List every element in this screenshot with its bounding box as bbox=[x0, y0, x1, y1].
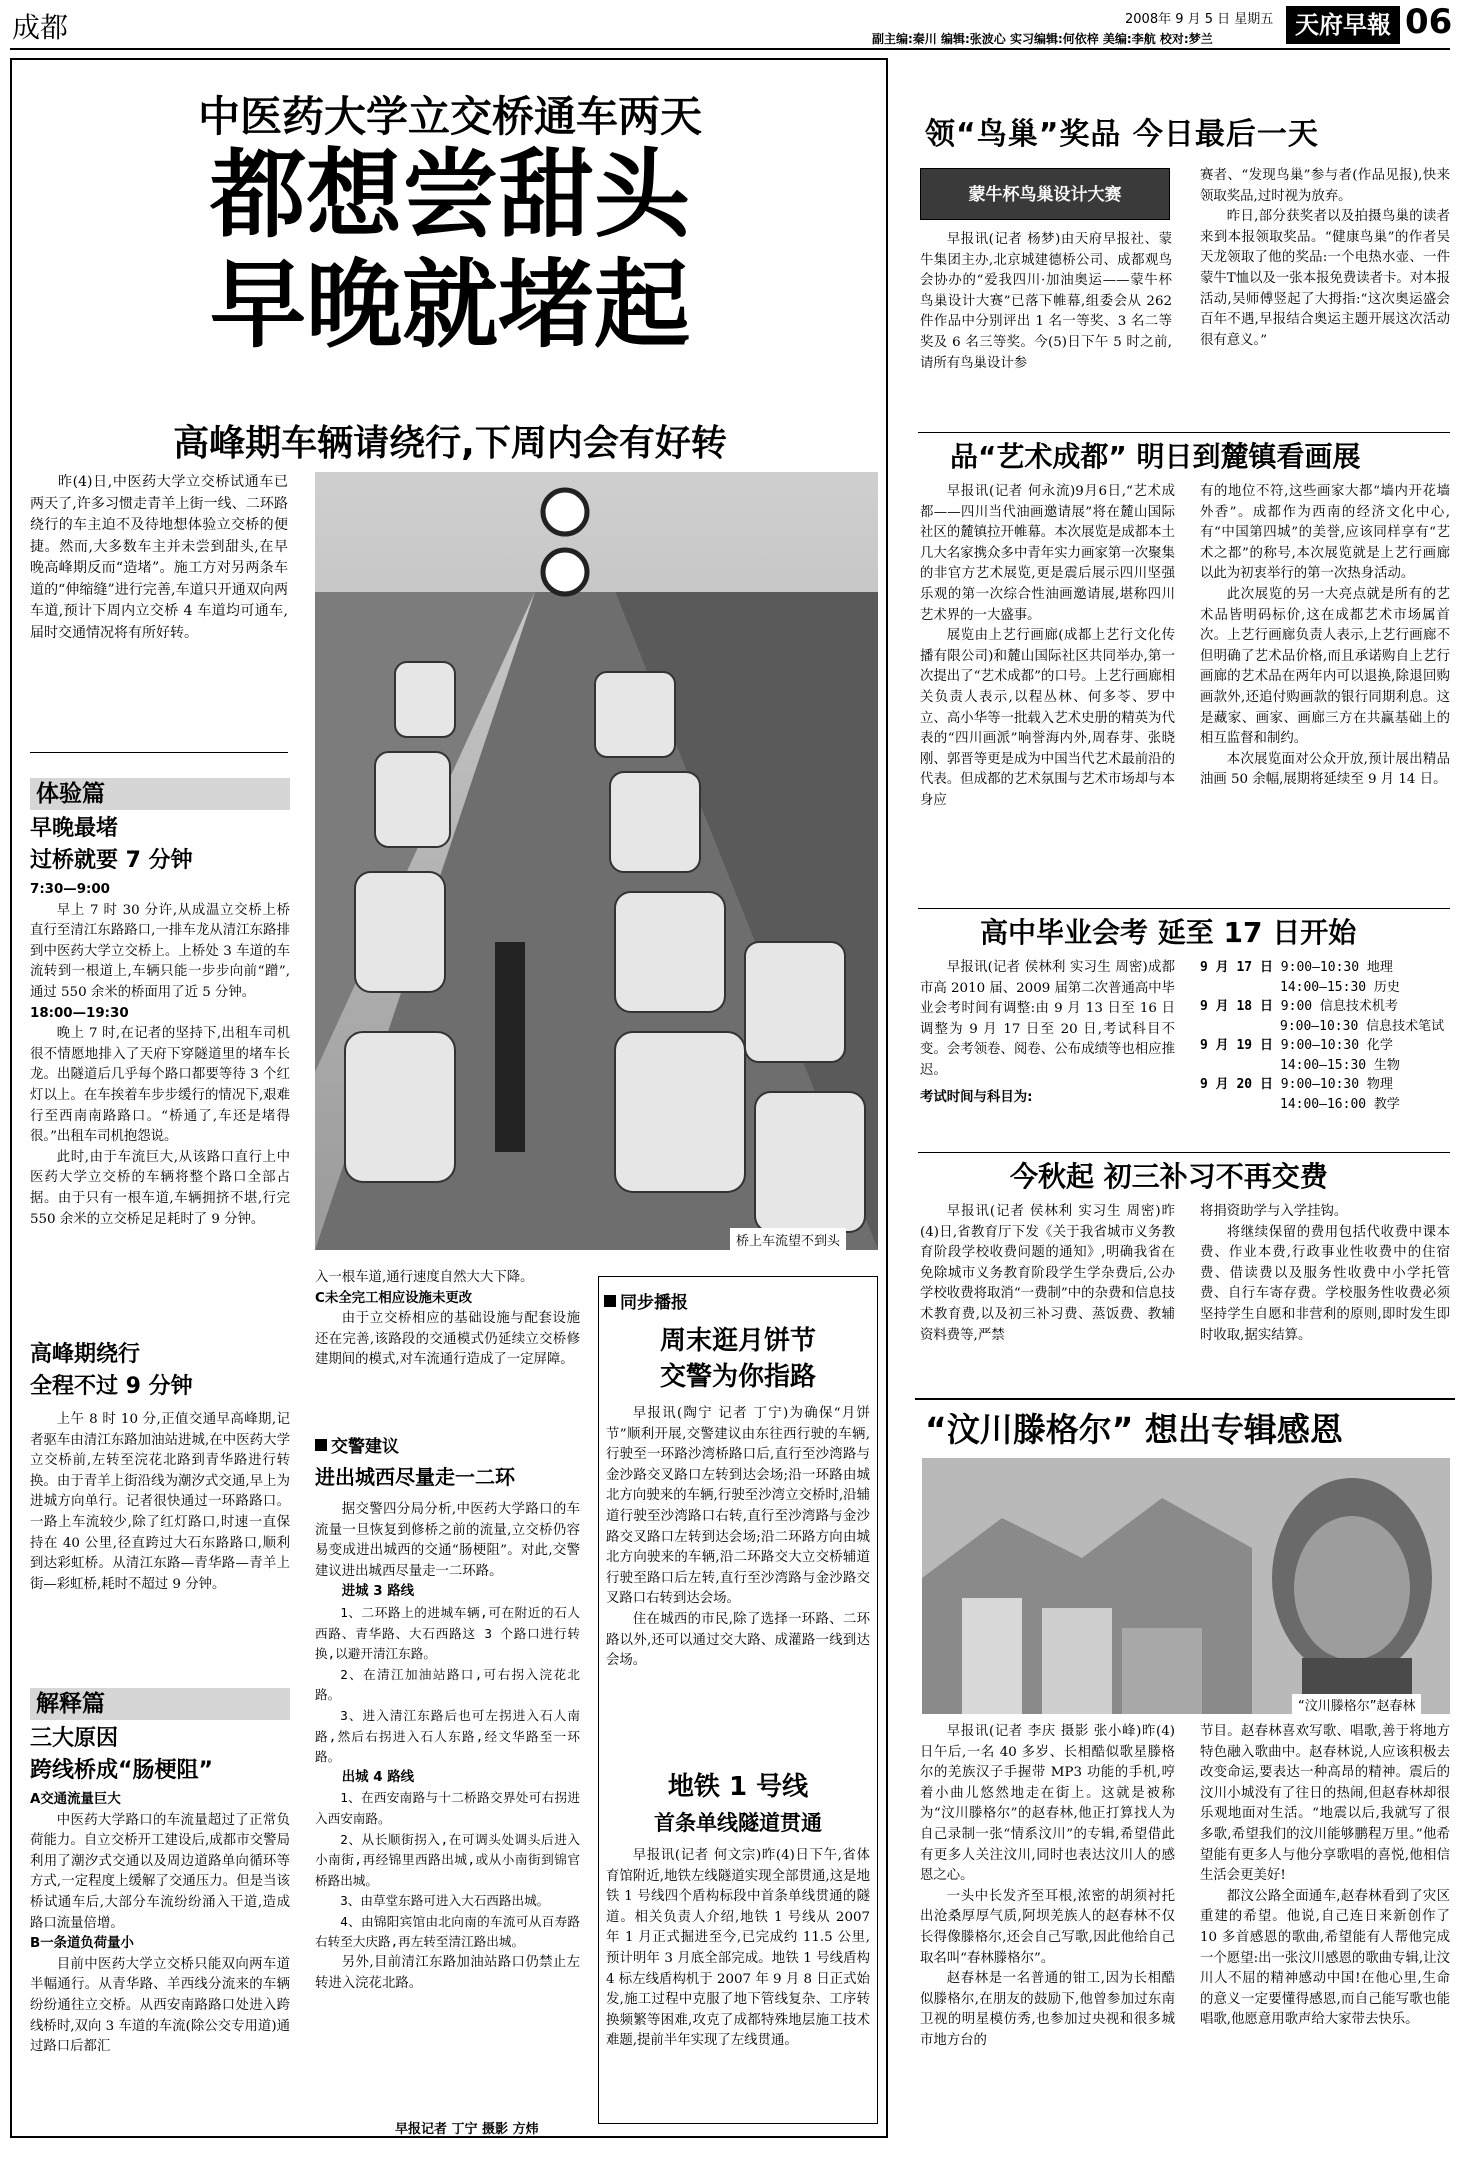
schedule-row: 9 月 18 日 9:00 信息技术机考 9:00—10:30 信息技术笔试 bbox=[1200, 999, 1445, 1034]
s3-headline-1: 三大原因 bbox=[30, 1726, 119, 1751]
contest-banner: 蒙牛杯鸟巢设计大赛 bbox=[920, 168, 1170, 220]
divider bbox=[918, 432, 1450, 433]
right-c-headline: 高中毕业会考 延至 17 日开始 bbox=[980, 916, 1357, 949]
right-a-body-1: 早报讯(记者 杨梦)由天府早报社、蒙牛集团主办,北京城建德桥公司、成都观鸟会协办的“爱我四川·加油奥运——蒙牛杯鸟巢设计大赛”已落下帷幕,组委会从 262 件作品中分别评出 1 名一等奖、3 名二等奖及 6 名三等奖。今(5)日下午 5 时之前,请所有鸟巢设计参 bbox=[920, 232, 1172, 371]
section-label-explain: 解释篇 bbox=[30, 1688, 290, 1720]
lead-subtitle: 高峰期车辆请绕行,下周内会有好转 bbox=[173, 423, 727, 464]
advice-body: 据交警四分局分析,中医药大学路口的车流量一旦恢复到修桥之前的流量,立交桥仍容易变成进出城西的交通“肠梗阻”。对此,交警建议进出城西尽量走一二环路。 进城 3 路线 1、二环路上的进城车辆,可在附近的石人西路、青华路、大石西路这 3 个路口进行转换,以避开清江东路。 2、在清江加油站路口,可右拐入浣花北路。 3、进入清江东路后也可左拐进入石人南路,然后右拐进入石人东路,经文华路至一环路。 出城 4 路线 1、在西安南路与十二桥路交界处可右拐进入西安南路。 2、从长顺街拐入,在可调头处调头后进入小南街,再经锦里西路出城,或从小南街到锦官桥路出城。 3、由草堂东路可进入大石西路出城。 4、由锦阳宾馆由北向南的车流可从百寿路右转至大庆路,再左转至清江路出城。 另外,目前清江东路加油站路口仍禁止左转进入浣花北路。 bbox=[315, 1502, 580, 1991]
lead-kicker: 中医药大学立交桥通车两天 bbox=[197, 92, 702, 141]
sync-a-headline-2: 交警为你指路 bbox=[659, 1362, 816, 1392]
section-label-experience: 体验篇 bbox=[30, 778, 290, 810]
traffic-photo bbox=[315, 472, 878, 1250]
photo-caption: 桥上车流望不到头 bbox=[730, 1228, 846, 1251]
s2-body: 上午 8 时 10 分,正值交通早高峰期,记者驱车由清江东路加油站进城,在中医药大学立交桥前,左转至浣花北路到青华路进行转换。由于青羊上街沿线为潮汐式交通,早上为进城方向单行。记者很快通过一环路路口。一路上车流较少,除了红灯路口,时速一直保持在 40 公里,径直跨过大石东路路口,顺利到达彩虹桥。从清江东路—青华路—青羊上街—彩虹桥,耗时不超过 9 分钟。 bbox=[30, 1412, 290, 1592]
right-d-body-1: 早报讯(记者 侯林利 实习生 周密)昨(4)日,省教育厅下发《关于我省城市义务教育阶段学校收费问题的通知》,明确我省在免除城市义务教育阶段学生学杂费后,公办学校收费将取消“一费制”中的杂费和信息技术教育费,以及初三补习费、蒸饭费、教辅资料费等,严禁 bbox=[920, 1204, 1175, 1343]
right-b-headline: 品“艺术成都” 明日到麓镇看画展 bbox=[950, 440, 1361, 473]
s3-body: A交通流量巨大 中医药大学路口的车流量超过了正常负荷能力。自立交桥开工建设后,成都市交警局利用了潮汐式交通以及周边道路单向循环等方式,一定程度上缓解了交通压力。但是当该桥试通车后,大部分车流纷纷涌入干道,造成路口流量倍增。 B一条道负荷量小 目前中医药大学立交桥只能双向两车道半幅通行。从青华路、羊西线分流来的车辆纷纷通往立交桥。从西安南路路口处进入跨线桥时,双向 3 车道的车流(除公交专用道)通过路口后都汇 bbox=[30, 1792, 290, 2055]
right-b-body-2: 有的地位不符,这些画家大都“墙内开花墙外香”。成都作为西南的经济文化中心,有“中国第四城”的美誉,应该同样享有“艺术之都”的称号,本次展览就是上艺行画廊以此为初衷举行的第一次热身活动。 此次展览的另一大亮点就是所有的艺术品皆明码标价,这在成都艺术市场属首次。上艺行画廊负责人表示,上艺行画廊不但明确了艺术品价格,而且承诺购自上艺行画廊的艺术品在两年内可以退换,除退回购画款外,还追付购画款的银行同期利息。这是藏家、画家、画廊三方在共赢基础上的相互监督和制约。 本次展览面对公众开放,预计展出精品油画 50 余幅,展期将延续至 9 月 14 日。 bbox=[1200, 484, 1450, 788]
issue-date: 2008年 9 月 5 日 星期五 bbox=[1125, 12, 1274, 27]
s1-headline-1: 早晚最堵 bbox=[30, 816, 119, 841]
lead-intro: 昨(4)日,中医药大学立交桥试通车已两天了,许多习惯走青羊上街一线、二环路绕行的车主迫不及待地想体验立交桥的便捷。然而,大多数车主并未尝到甜头,在早晚高峰期反而“造堵”。施工方对另两条车道的“伸缩缝”进行完善,车道只开通双向两车道,预计下周内立交桥 4 车道均可通车,届时交通情况将有所好转。 bbox=[30, 474, 288, 641]
advice-label: 交警建议 bbox=[315, 1432, 399, 1457]
right-c-body: 早报讯(记者 侯林利 实习生 周密)成都市高 2010 届、2009 届第二次普通高中毕业会考时间有调整:由 9 月 13 日至 16 日调整为 9 月 17 日至 20 日,考试科目不变。会考领卷、阅卷、公布成绩等也相应推迟。 考试时间与科目为: bbox=[920, 960, 1176, 1105]
sync-a-body: 早报讯(陶宁 记者 丁宁)为确保“月饼节”顺利开展,交警建议由东往西行驶的车辆,行驶至一环路沙湾桥路口后,直行至沙湾路与金沙路交叉路口左转到达会场;沿一环路由城北方向驶来的车辆,行驶至沙湾立交桥时,沿辅道行驶至沙湾路口右转,直行至沙湾路与金沙路交叉路口左转到达会场;沿二环路方向由城北方向驶来的车辆,沿二环路交大立交桥辅道行驶至路口后左转,直行至沙湾路与金沙路交叉路口右转到达会场。 住在城西的市民,除了选择一环路、二环路以外,还可以通过交大路、成灌路一线到达会场。 bbox=[606, 1406, 870, 1669]
schedule-row: 9 月 19 日 9:00—10:30 化学 14:00—15:30 生物 bbox=[1200, 1038, 1400, 1073]
lead-title-line2: 早晚就堵起 bbox=[210, 249, 690, 361]
right-a-body-2: 赛者、“发现鸟巢”参与者(作品见报),快来领取奖品,过时视为放弃。 昨日,部分获奖者以及拍摄鸟巢的读者来到本报领取奖品。“健康鸟巢”的作者吴天龙领取了他的奖品:一个电热水壶、一件蒙牛T恤以及一张本报免费读者卡。对本报活动,吴师傅竖起了大拇指:“这次奥运盛会百年不遇,早报结合奥运主题开展这次活动很有意义。” bbox=[1200, 168, 1450, 348]
exam-schedule bbox=[1200, 958, 1450, 1114]
right-e-body-1: 早报讯(记者 李庆 摄影 张小峰)昨(4)日午后,一名 40 多岁、长相酷似歌星滕格尔的羌族汉子手握带 MP3 功能的手机,哼着小曲儿悠然地走在街上。这就是被称为“汶川滕格尔”的赵春林,他正打算找人为自己录制一张“情系汶川”的专辑,希望借此有更多人关注汶川,同时也表达汶川人的感恩之心。 一头中长发齐至耳根,浓密的胡须衬托出沧桑厚厚气质,阿坝羌族人的赵春林不仅长得像滕格尔,还会自己写歌,因此他给自己取名叫“春林滕格尔”。 赵春林是一名普通的钳工,因为长相酷似滕格尔,在朋友的鼓励下,他曾参加过东南卫视的明星模仿秀,也参加过央视和很多城市地方台的 bbox=[920, 1724, 1175, 2048]
schedule-row: 9 月 20 日 9:00—10:30 物理 14:00—16:00 教学 bbox=[1200, 1077, 1400, 1112]
time-range-2: 18:00—19:30 bbox=[30, 1005, 129, 1021]
s3-body-continued: 入一根车道,通行速度自然大大下降。 C未全完工相应设施未更改 由于立交桥相应的基础设施与配套设施还在完善,该路段的交通模式仍延续立交桥修建期间的模式,对车流通行造成了一定屏障。 bbox=[315, 1270, 580, 1368]
advice-byline: 早报记者 丁宁 摄影 方炜 bbox=[395, 2122, 539, 2137]
s3-headline-2: 跨线桥成“肠梗阻” bbox=[30, 1758, 213, 1783]
sync-b-headline-1: 地铁 1 号线 bbox=[667, 1772, 809, 1802]
right-d-body-2: 将捐资助学与入学挂钩。 将继续保留的费用包括代收费中课本费、作业本费,行政事业性收费中的住宿费、借读费以及服务性收费中小学托管费、自行车寄存费。学校服务性收费必须坚持学生自愿和非营利的原则,即时发生即时收取,据实结算。 bbox=[1200, 1204, 1450, 1343]
traffic-photo-illustration bbox=[315, 472, 878, 1250]
divider bbox=[918, 1152, 1450, 1153]
time-range-1: 7:30—9:00 bbox=[30, 882, 111, 897]
s1-headline-2: 过桥就要 7 分钟 bbox=[30, 848, 193, 873]
staff-line: 副主编:秦川 编辑:张波心 实习编辑:何依梓 美编:李航 校对:梦兰 bbox=[872, 32, 1213, 46]
divider bbox=[30, 752, 288, 753]
header-rule bbox=[10, 48, 1450, 50]
section-name: 成都 bbox=[12, 11, 69, 44]
divider bbox=[918, 908, 1450, 909]
brand-logo: 天府早報 bbox=[1286, 6, 1400, 44]
singer-caption: “汶川滕格尔”赵春林 bbox=[1292, 1694, 1421, 1715]
advice-headline: 进出城西尽量走一二环 bbox=[315, 1465, 515, 1489]
s2-headline-1: 高峰期绕行 bbox=[30, 1342, 141, 1367]
schedule-row: 9 月 17 日 9:00—10:30 地理 14:00—15:30 历史 bbox=[1200, 960, 1400, 995]
page-number: 06 bbox=[1405, 2, 1453, 42]
singer-photo-illustration bbox=[922, 1458, 1450, 1714]
right-e-body-2: 节目。赵春林喜欢写歌、唱歌,善于将地方特色融入歌曲中。赵春林说,人应该积极去改变命运,要表达一种高昂的精神。震后的汶川小城没有了往日的热闹,但赵春林却很乐观地面对生活。“地震以后,我就写了很多歌,希望我们的汶川能够鹏程万里。”他希望能有更多人与他分享歌唱的喜悦,他相信生活会更美好! 都汶公路全面通车,赵春林看到了灾区重建的希望。他说,自己连日来新创作了 10 多首感恩的歌曲,希望能有人帮他完成一个愿望:出一张汶川感恩的歌曲专辑,让汶川人不屈的精神感动中国!在他心里,生命的意义一定要懂得感恩,而自己能写歌也能唱歌,他愿意用歌声给大家带去快乐。 bbox=[1200, 1724, 1450, 2028]
s2-headline-2: 全程不过 9 分钟 bbox=[30, 1374, 193, 1399]
right-e-headline: “汶川滕格尔” 想出专辑感恩 bbox=[925, 1410, 1343, 1449]
s1-body: 7:30—9:00 早上 7 时 30 分许,从成温立交桥上桥直行至清江东路路口,一排车龙从清江东路排到中医药大学立交桥上。上桥处 3 车道的车流转到一根道上,车辆只能一步步向前“蹭”,通过 550 余米的桥面用了近 5 分钟。 18:00—19:30 晚上 7 时,在记者的坚持下,出租车司机很不情愿地排入了天府下穿隧道里的堵车长龙。出隧道后几乎每个路口都要等待 3 个红灯以上。在车挨着车步步缓行的情况下,艰难行至西南南路路口。“桥通了,车还是堵得很。”出租车司机抱怨说。 此时,由于车流巨大,从该路口直行上中医药大学立交桥的车辆将整个路口全部占据。由于只有一根车道,车辆拥挤不堪,行完 550 余米的立交桥足足耗时了 9 分钟。 bbox=[30, 882, 290, 1227]
sync-b-headline-2: 首条单线隧道贯通 bbox=[654, 1811, 822, 1835]
sync-b-body: 早报讯(记者 何文宗)昨(4)日下午,省体育馆附近,地铁左线隧道实现全部贯通,这是地铁 1 号线四个盾构标段中首条单线贯通的隧道。相关负责人介绍,地铁 1 号线从 2007 年 1 月正式掘进至今,已完成约 11.5 公里,预计明年 3 月底全部完成。地铁 1 号线盾构 4 标左线盾构机于 2007 年 9 月 8 日正式始发,施工过程中克服了地下管线复杂、工序转换频繁等困难,攻克了成都特殊地层施工技术难题,提前半年实现了左线贯通。 bbox=[606, 1848, 870, 2049]
lead-title-line1: 都想尝甜头 bbox=[210, 139, 690, 251]
right-d-headline: 今秋起 初三补习不再交费 bbox=[1010, 1160, 1328, 1193]
right-b-body-1: 早报讯(记者 何永流)9月6日,“艺术成都——四川当代油画邀请展”将在麓山国际社区的麓镇拉开帷幕。本次展览是成都本土几大名家携众多中青年实力画家第一次聚集的非官方艺术展览,更是震后展示四川坚强乐观的第一次综合性油画邀请展,堪称四川艺术界的一大盛事。 展览由上艺行画廊(成都上艺行文化传播有限公司)和麓山国际社区共同举办,第一次提出了“艺术成都”的口号。上艺行画廊相关负责人表示,以程丛林、何多苓、罗中立、高小华等一批载入艺术史册的精英为代表的“四川画派”响誉海内外,周春芽、张晓刚、郭晋等更是成为中国当代艺术最前沿的代表。但成都的艺术氛围与艺术市场却与本身应 bbox=[920, 484, 1175, 808]
sync-label: 同步播报 bbox=[604, 1288, 688, 1313]
right-a-headline: 领“鸟巢”奖品 今日最后一天 bbox=[925, 117, 1319, 152]
singer-photo bbox=[922, 1458, 1450, 1714]
right-e-frame bbox=[915, 1398, 1455, 1400]
sync-a-headline-1: 周末逛月饼节 bbox=[659, 1326, 816, 1356]
